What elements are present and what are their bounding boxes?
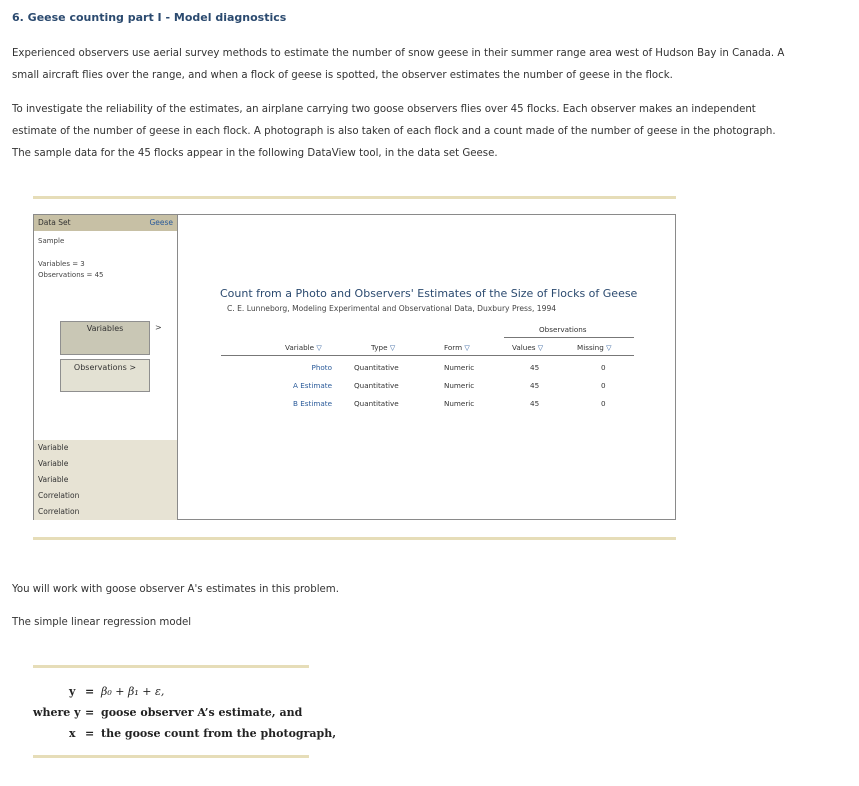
dataview-tool [33,214,676,520]
eq-y-definition: goose observer A’s estimate, and [101,706,303,719]
row-variable[interactable]: A Estimate [293,381,332,390]
row-missing: 0 [601,399,606,408]
column-header-missing-label: Missing [577,343,604,352]
column-header-type-label: Type [371,343,388,352]
column-header-form[interactable] [444,343,470,352]
list-item-variable[interactable]: Variable [34,456,177,472]
row-type: Quantitative [354,381,399,390]
column-header-values-label: Values [512,343,536,352]
variables-button[interactable]: Variables [60,321,150,355]
intro-line: Experienced observers use aerial survey methods to estimate the number of snow geese in their summer range area west of Hudson Bay in Canada. A [12,48,785,59]
sort-triangle-icon[interactable]: ▽ [464,344,470,352]
method-line: The sample data for the 45 flocks appear in the following DataView tool, in the data set Geese. [12,148,498,159]
observations-button-label: Observations [73,363,127,372]
eq-x: x [69,727,76,740]
top-divider [33,196,676,199]
row-form: Numeric [444,399,475,408]
row-type: Quantitative [354,399,399,408]
dataset-source: C. E. Lunneborg, Modeling Experimental and Observational Data, Duxbury Press, 1994 [227,304,557,313]
row-missing: 0 [601,381,606,390]
dataset-header [34,215,177,231]
sort-triangle-icon[interactable]: ▽ [537,344,544,352]
model-intro: The simple linear regression model [12,617,192,628]
bottom-divider [33,537,676,540]
variables-count: Variables = 3 [38,260,85,268]
sort-triangle-icon[interactable]: ▽ [606,344,612,352]
variables-arrow-icon[interactable]: > [155,323,162,332]
method-line: To investigate the reliability of the estimates, an airplane carrying two goose observers flies over 45 flocks. Each observer makes an independent [12,104,756,115]
row-variable[interactable]: B Estimate [293,399,332,408]
dataset-title: Count from a Photo and Observers' Estimates of the Size of Flocks of Geese [220,287,638,300]
observations-button[interactable] [60,359,150,392]
intro-line: small aircraft flies over the range, and when a flock of geese is spotted, the observer estimates the number of geese in the flock. [12,70,673,81]
method-paragraph [12,99,842,165]
eq-y: y [69,685,76,698]
dataset-label: Data Set [38,218,71,227]
eq-equals: = [85,685,95,698]
row-missing: 0 [601,363,606,372]
eq-model [101,685,164,698]
observations-arrow-icon: > [129,363,137,372]
row-form: Numeric [444,363,475,372]
method-line: estimate of the number of geese in each flock. A photograph is also taken of each flock and a count made of the number of geese in the photograph. [12,126,776,137]
column-header-form-label: Form [444,343,463,352]
equation-top-divider [33,665,309,668]
eq-equals: = [85,727,95,740]
intro-paragraph [12,43,842,87]
list-item-variable[interactable]: Variable [34,472,177,488]
dataview-sidebar [34,215,178,519]
row-variable[interactable]: Photo [311,363,332,372]
list-item-correlation[interactable]: Correlation [34,504,177,520]
row-values: 45 [530,381,540,390]
row-form: Numeric [444,381,475,390]
dataset-name[interactable]: Geese [149,218,173,227]
list-item-correlation[interactable]: Correlation [34,488,177,504]
list-item-variable[interactable]: Variable [34,440,177,456]
eq-equals: = [85,706,95,719]
column-header-variable[interactable] [285,343,322,352]
observer-note: You will work with goose observer A's estimates in this problem. [12,584,339,595]
equation-bottom-divider [33,755,309,758]
observations-group-header: Observations [539,325,587,334]
sort-triangle-icon[interactable]: ▽ [316,344,322,352]
column-header-values[interactable] [512,343,543,352]
row-type: Quantitative [354,363,399,372]
sort-triangle-icon[interactable]: ▽ [389,344,396,352]
eq-model-text: β₀ + β₁ + ε, [101,685,165,698]
eq-where-y: where y [33,706,81,719]
observations-count: Observations = 45 [38,271,104,279]
problem-heading: 6. Geese counting part I - Model diagnostics [12,11,287,24]
eq-x-definition: the goose count from the photograph, [101,727,337,740]
group-divider [504,337,634,338]
header-divider [221,355,634,356]
column-header-missing[interactable] [577,343,612,352]
column-header-type[interactable] [371,343,395,352]
column-header-variable-label: Variable [285,343,315,352]
row-values: 45 [530,363,540,372]
sample-label: Sample [38,237,65,245]
row-values: 45 [530,399,540,408]
